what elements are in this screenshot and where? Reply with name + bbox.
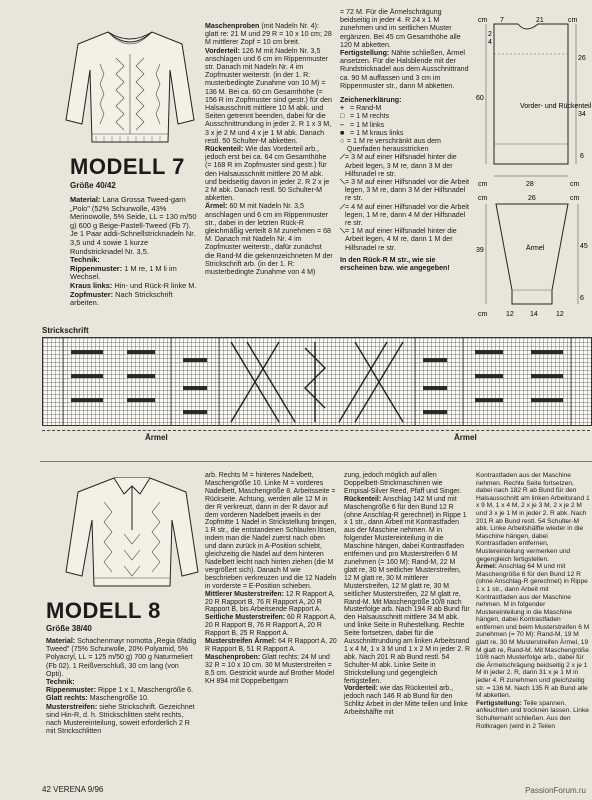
legend-symbol: ⟋	[340, 153, 345, 162]
schema-label: 7	[500, 17, 504, 24]
paragraph-text: Hin- und Rück-R linke M.	[112, 280, 197, 290]
paragraph-text: siehe Strickschrift. Gezeichnet sind Hin-R, d. h. Strickschlitten steht rechts, nach Mustereinteilung, soweit erforderlich 2 R mit Strickschlitten	[46, 702, 195, 736]
text-paragraph	[205, 614, 337, 638]
paragraph-text: 60 M mit Nadeln Nr. 3,5 anschlagen und 6 cm im Rippenmuster str., dabei in der letzten Rück-R gleichmäßig verteilt 8 M zunehmen = 68 M. Danach mit Nadeln Nr. 4 im Zopfmuster weiterstr., dafür zunächst die Rand-M die gekennzeichneten M der Strickschrift arb. (in der 1. R: musterbedingte Zunahme von 4 M)	[205, 202, 333, 277]
modell8-far-right-column	[476, 472, 590, 782]
paragraph-text: Maschengröße 10.	[87, 694, 149, 703]
text-paragraph	[205, 47, 333, 145]
text-paragraph	[205, 638, 337, 654]
legend-text: = 1 M auf einer Hilfsnadel hinter die Arbeit legen, 4 M re, dann 1 M der Hilfsnadel re str.	[344, 227, 457, 252]
paragraph-label: Maschenproben	[205, 22, 260, 30]
text-paragraph	[340, 49, 470, 90]
legend-text: = 1 M re verschränkt aus dem Querfaden herausstricken	[346, 137, 441, 154]
legend-item	[340, 227, 470, 252]
chart-pattern	[43, 338, 591, 425]
modell8-right-column	[344, 472, 470, 717]
paragraph-label: Seitliche Musterstreifen:	[205, 614, 286, 622]
schema-label: 2	[488, 31, 492, 38]
schema-label: cm	[568, 17, 578, 24]
paragraph-label: Kraus links:	[70, 280, 113, 290]
paragraph-label: Ärmel:	[205, 202, 228, 211]
paragraph-text: wie das Rückenteil arb., jedoch nach 146 R ab Bund für den Schlitz Arbeit in der Mitte teilen und linke Arbeitshälfte mit	[344, 685, 468, 717]
legend-text: = 1 M links	[350, 120, 385, 129]
legend-symbol: ○	[340, 137, 345, 146]
text-paragraph	[46, 694, 198, 702]
legend-symbol: ⟋	[340, 202, 345, 211]
paragraph-text: 12 R Rapport A, 20 R Rapport B, 76 R Rapport A, 20 R Rapport B, bis Arbeitsende Rapport A.	[205, 590, 335, 614]
text-paragraph	[46, 637, 198, 678]
legend-text: = 4 M auf einer Hilfsnadel vor die Arbeit legen, 1 M re, dann 4 M der Hilfsnadel re str.	[344, 202, 469, 228]
paragraph-label: Zopfmuster:	[70, 289, 114, 299]
text-paragraph	[344, 496, 470, 686]
paragraph-text: Schachenmayr nomotta „Regia 6fädig Tweed" (75% Schurwolle, 20% Polyamid, 5% Polyacryl, LL = 125 m/50 g) 700 g Naturmeliert (Fb 02). 1 Reißverschluß, 30 cm lang (von Opti).	[46, 637, 197, 678]
text-paragraph	[70, 291, 198, 308]
legend-item	[340, 104, 470, 112]
legend-item	[340, 129, 470, 137]
sweater-sketch-modell7	[60, 24, 200, 152]
text-paragraph	[46, 703, 198, 736]
paragraph-label: Rippenmuster:	[70, 263, 123, 273]
paragraph-text: 60 R Rapport A, 20 R Rapport B, 76 R Rapport A, 20 R Rapport B, 25 R Rapport A.	[205, 614, 336, 638]
paragraph-label: Technik:	[46, 678, 75, 687]
paragraph-text: 64 R Rapport A, 20 R Rapport B, 51 R Rapport A.	[205, 638, 337, 653]
legend-text: = 3 M auf einer Hilfsnadel vor die Arbeit legen, 3 M re, dann 3 M der Hilfsnadel re str.	[344, 178, 469, 203]
legend-text: = Rand-M	[350, 104, 382, 113]
paragraph-text: Lana Grossa Tweed-garn „Polo" (52% Schurwolle, 43% Merinowolle, 5% Seide, LL = 130 m/50 g) 600 g Beige-Pastell-Tweed (Fb 7). Je 1 Paar addi-Schnellstricknadeln Nr. 3,5 und 4 sowie 1 kurze Rundstricknadel Nr. 3,5.	[70, 195, 197, 256]
schema-label: 34	[578, 111, 586, 118]
paragraph-label: Maschenproben:	[205, 653, 261, 661]
sleeve-marker-line	[42, 430, 302, 431]
paragraph-text: Wie das Vorderteil arb., jedoch erst bei ca. 64 cm Gesamthöhe (= 168 R im Zopfmuster sind gestr.) für den Halsausschnitt mittlere 20 M abk. und beidseitig davon in jeder 2. R 2 x je 2 M abk. Danach restl. 50 Schulter-M abketten.	[205, 145, 330, 203]
text-paragraph	[46, 678, 198, 686]
legend-item	[340, 153, 470, 178]
schema-sleeve	[476, 192, 592, 322]
schema-label: 26	[578, 55, 586, 62]
text-paragraph	[476, 700, 590, 730]
paragraph-text: arb. Rechts M = hinteres Nadelbett, Maschengröße 10. Linke M = vorderes Nadelbett, Maschengröße 8. Arbeitsseite = Rückseite. Achtung, werden alle 12 M in der R verkreuzt, dann in der R davor auf dem vorderen Nadelbett jeweils in der Zopfmitte 1 Nadel in Strickstellung bringen, 1 R str., die entstandenen Schlaufen lösen, indem man die Nadel zuerst nach oben und dann zurück in A-Position schiebt, gleichzeitig die Nadel auf dem hinteren Nadelbett leicht nach hinten ziehen (die M vergrößert sich). Danach M wie beschrieben verkreuzen und die 12 Nadeln in vorderste = E-Position schieben.	[205, 472, 337, 590]
schema-label: 39	[476, 247, 484, 254]
paragraph-label: Mittlerer Musterstreifen:	[205, 590, 284, 598]
text-paragraph	[205, 591, 337, 615]
schema-label: Ärmel	[526, 245, 545, 252]
paragraph-label: Technik:	[70, 255, 100, 265]
paragraph-text: 1 M re, 1 M li im Wechsel.	[70, 263, 177, 282]
text-paragraph	[205, 145, 333, 202]
schema-label: cm	[570, 181, 580, 188]
schema-label: cm	[478, 17, 488, 24]
sleeve-marker-line	[300, 430, 590, 431]
text-paragraph	[476, 563, 590, 700]
paragraph-label: Fertigstellung:	[476, 699, 522, 707]
schema-label: 12	[506, 311, 514, 318]
legend	[340, 104, 470, 252]
schema-front-back	[476, 14, 592, 190]
text-paragraph	[205, 22, 333, 47]
legend-symbol: +	[340, 104, 345, 113]
legend-symbol: □	[340, 112, 345, 121]
legend-item	[340, 203, 470, 228]
jacket-sketch-modell8	[62, 472, 202, 592]
paragraph-label: Material:	[70, 195, 101, 204]
chart-sleeve-label: Ärmel	[145, 433, 168, 442]
text-paragraph	[476, 472, 590, 563]
legend-symbol: ⟍	[340, 227, 345, 236]
legend-symbol: ■	[340, 128, 345, 137]
paragraph-text: Teile spannen, anfeuchten und trocknen lassen. Linke Schulternaht schließen. Aus den Rollkragen (wird in 2 Teilen	[476, 699, 589, 730]
paragraph-label: Rückenteil:	[344, 495, 382, 503]
text-paragraph	[46, 686, 198, 694]
paragraph-label: Musterstreifen:	[46, 702, 98, 711]
schema-label: cm	[478, 311, 488, 318]
modell7-title: MODELL 7	[70, 154, 185, 179]
legend-text: = 1 M rechts	[350, 112, 390, 121]
schema-label: 26	[528, 195, 536, 202]
text-paragraph	[70, 196, 198, 256]
paragraph-text: Nähte schließen, Ärmel ansetzen. Für die Halsblende mit der Rundstricknadel aus dem Ausschnittrand ca. 90 M auffassen und 3 cm im Rippenmuster str., dann M abketten.	[340, 49, 469, 90]
text-paragraph	[205, 202, 333, 276]
text-paragraph	[205, 654, 337, 686]
modell7-left-column	[70, 196, 198, 308]
paragraph-label: Ärmel:	[476, 563, 497, 571]
paragraph-label: Rückenteil:	[205, 145, 244, 154]
knitting-chart	[42, 337, 592, 426]
schema-label: Vorder- und Rückenteil	[520, 103, 592, 110]
paragraph-text: 126 M mit Nadeln Nr. 3,5 anschlagen und 6 cm im Rippenmuster str. Danach mit Nadeln Nr. 4 im Zopfmuster weiterstr. (in der 1. R: musterbedingte Zunahme von 10 M) = 136 M. Bei ca. 60 cm Gesamthöhe (= 156 R im Zopfmuster sind gestr.) für den Halsausschnitt mittlere 10 M abk. und Seiten getrennt beenden, dabei für die Ausschnittrundung in jeder 2. R 1 x 3 M, 3 x je 2 M und 4 x je 1 M abk. Danach restl. 50 Schulter-M abketten.	[205, 46, 332, 145]
paragraph-label: Material:	[46, 637, 76, 645]
paragraph-text: Rippe 1 x 1, Maschengröße 6.	[96, 686, 194, 695]
paragraph-text: Nach Strickschrift arbeiten.	[70, 289, 173, 308]
modell8-title: MODELL 8	[46, 598, 161, 623]
paragraph-text: zung, jedoch möglich auf allen Doppelbett-Strickmaschinen wie Empisal-Silver Reed, Pfaff und Singer.	[344, 472, 462, 495]
modell7-middle-column	[205, 22, 333, 276]
schema-label: 14	[530, 311, 538, 318]
schema-label: 6	[580, 153, 584, 160]
schema-label: 28	[526, 181, 534, 188]
schema-label: cm	[570, 195, 580, 202]
modell7-right-column	[340, 8, 470, 272]
text-paragraph	[205, 472, 337, 591]
legend-text: = 3 M auf einer Hilfsnadel hinter die Arbeit legen, 3 M re, dann 3 M der Hilfsnadel re str.	[344, 153, 457, 178]
modell8-middle-column	[205, 472, 337, 685]
paragraph-text: Kontrastfaden aus der Maschine nehmen. Rechte Seite fortsetzen, dabei nach 182 R ab Bund für den Halsausschnitt am linken Arbeitsrand 1 x 9 M, 1 x 4 M, 2 x je 3 M, 2 x je 2 M und 3 x je 1 M in jeder 2. R abk. Nach 201 R ab Bund restl. 54 Schulter-M abk. Linke Arbeitshälfte wieder in die Maschine hängen, dabei Kontrastfaden entfernen, Mustereinteilung vermerken und gegengleich fertigstellen.	[476, 472, 590, 563]
schema-label: 6	[580, 295, 584, 302]
legend-item	[340, 178, 470, 203]
text-paragraph	[344, 685, 470, 717]
paragraph-label: Vorderteil:	[344, 685, 378, 693]
schema-label: cm	[478, 195, 488, 202]
paragraph-label: Musterstreifen Ärmel:	[205, 638, 277, 646]
schema-label: 21	[536, 17, 544, 24]
schema-label: 45	[580, 243, 588, 250]
modell7-size: Größe 40/42	[70, 181, 116, 190]
paragraph-label: Glatt rechts:	[46, 694, 88, 703]
legend-symbol: ⟍	[340, 178, 345, 187]
paragraph-label: Fertigstellung:	[340, 49, 390, 58]
text-paragraph	[344, 472, 470, 496]
schema-label: 60	[476, 95, 484, 102]
chart-sleeve-label: Ärmel	[454, 433, 477, 442]
paragraph-text: = 72 M. Für die Ärmelschrägung beidseitig in jeder 4. R 24 x 1 M zunehmen und im seitlichen Muster ergänzen. Bei 45 cm Gesamthöhe alle 120 M abketten.	[340, 8, 461, 49]
section-divider	[40, 461, 592, 462]
legend-note: In den Rück-R M str., wie sie erscheinen bzw. wie angegeben!	[340, 255, 450, 273]
legend-item	[340, 137, 470, 153]
paragraph-text: Glatt rechts: 24 M und 32 R = 10 x 10 cm. 30 M Musterstreifen = 8,5 cm. Gestrickt wurde auf Brother Model KH 894 mit Doppelbettgarn	[205, 653, 335, 685]
watermark: PassionForum.ru	[525, 786, 586, 795]
modell8-left-column	[46, 637, 198, 735]
paragraph-text: Anschlag 64 M und mit Maschengröße 6 für den Bund 12 R (ohne Anschlag-R gerechnet) in Rippe 1 x 1 str., dann Arbeit mit Kontrastfaden aus der Maschine nehmen. M in folgender Mustereinteilung in die Maschine hängen, dabei Kontrastfaden entfernen und beim Musterstreifen 6 M zunehmen (= 70 M): Rand-M, 19 M glatt re, 30 M Musterstreifen Ärmel, 19 M glatt re, Rand-M. Mit Maschengröße 10/8 nach Musterfolge arb., dabei für die Ärmelschrägung beidseitig 2 x je 1 M in jeder 2. R, dann 31 x je 1 M in jeder 4. R zunehmen und gleichzeitig str. = 136 M. Nach 135 R ab Bund alle M abketten.	[476, 563, 590, 700]
paragraph-text: (mit Nadeln Nr. 4): glatt re: 21 M und 29 R = 10 x 10 cm; 28 M mittlerer Zopf = 10 cm breit.	[205, 22, 332, 47]
modell8-size: Größe 38/40	[46, 624, 92, 633]
page-footer: 42 VERENA 9/96	[42, 785, 104, 794]
legend-item	[340, 121, 470, 129]
legend-title: Zeichenerklärung:	[340, 96, 402, 105]
schema-label: 12	[556, 311, 564, 318]
chart-label: Strickschrift	[42, 326, 89, 335]
schema-label: 4	[488, 39, 492, 46]
paragraph-label: Rippenmuster:	[46, 686, 97, 695]
legend-item	[340, 112, 470, 120]
legend-text: = 1 M kraus links	[350, 128, 404, 137]
paragraph-label: Vorderteil:	[205, 46, 240, 55]
text-paragraph	[70, 265, 198, 282]
schema-label: cm	[478, 181, 488, 188]
text-paragraph	[340, 8, 470, 49]
legend-symbol: –	[340, 120, 344, 129]
paragraph-text: Anschlag 142 M und mit Maschengröße 6 für den Bund 12 R (ohne Anschlag-R gerechnet) in Rippe 1 x 1 str., dann Arbeit mit Kontrastfaden aus der Maschine nehmen. M in folgender Mustereinteilung in die Maschine hängen, dabei Kontrastfaden entfernen und pro Musterstreifen 6 M zunehmen (= 160 M): Rand-M, 22 M glatt re, 30 M seitlicher Musterstreifen, 12 M glatt re, 30 M mittlerer Musterstreifen, 12 M glatt re, 30 M seitlicher Musterstreifen, 22 M glatt re, Rand-M. Mit Maschengröße 10/8 nach Musterfolge arb. Nach 194 R ab Bund für den Halsausschnitt mittlere 34 M abk. und linke Seite in Ruhestellung. Rechte Seite fortsetzen, dabei für die Ausschnittrundung am linken Arbeitsrand 1 x 4 M, 1 x 3 M und 1 x 2 M in jeder 2. R abk. Nach 201 R ab Bund restl. 54 Schulter-M abk. Linke Seite in Strickstellung und gegengleich fertigstellen.	[344, 495, 470, 685]
